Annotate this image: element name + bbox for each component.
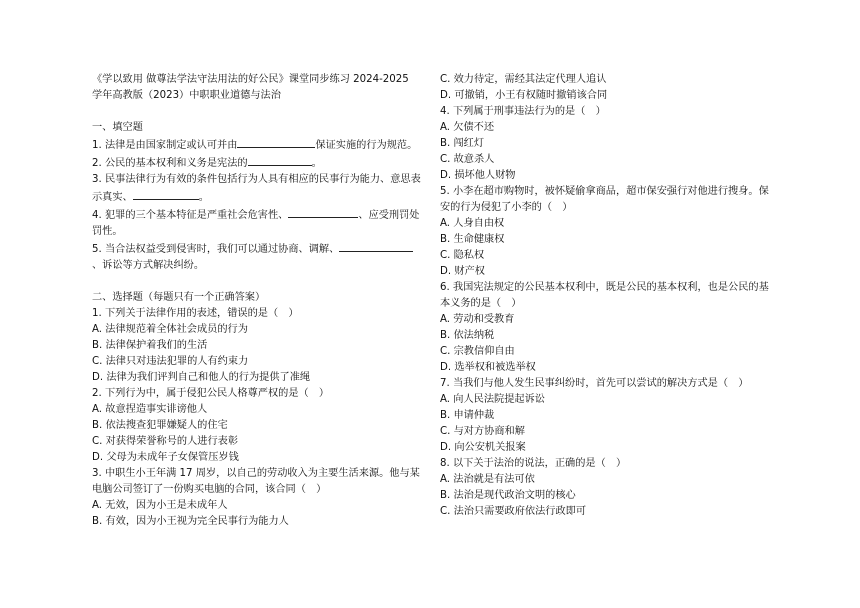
- question-stem: 3. 中职生小王年满 17 周岁，以自己的劳动收入为主要生活来源。他与某电脑公司签订了一份购买电脑的合同，该合同（ ）: [92, 468, 420, 495]
- option-a: A. 无效，因为小王是未成年人: [92, 500, 228, 511]
- option-c: C. 法律只对违法犯罪的人有约束力: [92, 356, 249, 367]
- question-stem: 4. 下列属于刑事违法行为的是（ ）: [440, 106, 606, 117]
- option-b: B. 依法纳税: [440, 330, 495, 341]
- question-stem: 5. 小李在超市购物时，被怀疑偷拿商品，超市保安强行对他进行搜身。保安的行为侵犯了小李的（ ）: [440, 186, 769, 213]
- choice-question-2: [92, 386, 422, 466]
- answer-blank[interactable]: [339, 240, 413, 252]
- option-d: D. 向公安机关报案: [440, 442, 526, 453]
- option-c: C. 宗教信仰自由: [440, 346, 515, 357]
- section-multiple-choice: [92, 290, 422, 530]
- left-column: [92, 72, 422, 530]
- fill-question-3: 3. 民事法律行为有效的条件包括行为人具有相应的民事行为能力、意思表示真实、 。: [92, 174, 421, 203]
- option-b: B. 闯红灯: [440, 138, 485, 149]
- document-title: [92, 72, 422, 104]
- option-d: D. 财产权: [440, 266, 485, 277]
- answer-blank[interactable]: [133, 188, 199, 200]
- right-column: [440, 72, 772, 520]
- question-stem: 1. 下列关于法律作用的表述，错误的是（ ）: [92, 308, 299, 319]
- answer-blank[interactable]: [288, 206, 358, 218]
- option-a: A. 法律规范着全体社会成员的行为: [92, 324, 248, 335]
- answer-blank[interactable]: [248, 154, 312, 166]
- answer-blank[interactable]: [237, 136, 315, 148]
- option-d: D. 可撤销，小王有权随时撤销该合同: [440, 90, 608, 101]
- question-stem: 8. 以下关于法治的说法，正确的是（ ）: [440, 458, 627, 469]
- fill-question-5: 5. 当合法权益受到侵害时，我们可以通过协商、调解、、诉讼等方式解决纠纷。: [92, 240, 422, 274]
- section-heading: 一、填空题: [92, 122, 143, 133]
- option-a: A. 故意捏造事实诽谤他人: [92, 404, 208, 415]
- choice-question-3: [92, 466, 422, 530]
- fill-question-2: 2. 公民的基本权利和义务是宪法的 。: [92, 154, 422, 172]
- option-b: B. 法律保护着我们的生活: [92, 340, 208, 351]
- question-stem: 7. 当我们与他人发生民事纠纷时，首先可以尝试的解决方式是（ ）: [440, 378, 749, 389]
- choice-question-7: [440, 376, 772, 456]
- title-line-1: 《学以致用 做尊法学法守法用法的好公民》课堂同步练习 2024-2025: [92, 74, 409, 85]
- option-d: D. 选举权和被选举权: [440, 362, 536, 373]
- choice-question-6: [440, 280, 772, 376]
- choice-question-8: [440, 456, 772, 520]
- option-b: B. 申请仲裁: [440, 410, 495, 421]
- section-fill-blank: [92, 120, 422, 274]
- choice-question-4: [440, 104, 772, 184]
- option-d: D. 损坏他人财物: [440, 170, 516, 181]
- choice-question-5: [440, 184, 772, 280]
- option-d: D. 父母为未成年子女保管压岁钱: [92, 452, 239, 463]
- option-a: A. 人身自由权: [440, 218, 505, 229]
- option-d: D. 法律为我们评判自己和他人的行为提供了准绳: [92, 372, 311, 383]
- option-b: B. 依法搜查犯罪嫌疑人的住宅: [92, 420, 228, 431]
- choice-question-1: [92, 306, 422, 386]
- option-a: A. 劳动和受教育: [440, 314, 515, 325]
- option-c: C. 与对方协商和解: [440, 426, 525, 437]
- option-c: C. 法治只需要政府依法行政即可: [440, 506, 587, 517]
- section-heading: 二、选择题（每题只有一个正确答案）: [92, 292, 266, 303]
- option-c: C. 效力待定，需经其法定代理人追认: [440, 74, 607, 85]
- question-stem: 6. 我国宪法规定的公民基本权利中，既是公民的基本权利，也是公民的基本义务的是（ ）: [440, 282, 769, 309]
- option-b: B. 生命健康权: [440, 234, 505, 245]
- question-stem: 2. 下列行为中，属于侵犯公民人格尊严权的是（ ）: [92, 388, 330, 399]
- option-c: C. 隐私权: [440, 250, 485, 261]
- option-a: A. 法治就是有法可依: [440, 474, 535, 485]
- fill-question-4: 4. 犯罪的三个基本特征是严重社会危害性、 、应受刑罚处罚性。: [92, 206, 422, 240]
- option-b: B. 有效，因为小王视为完全民事行为能力人: [92, 516, 289, 527]
- title-line-2: 学年高教版（2023）中职职业道德与法治: [92, 90, 281, 101]
- option-b: B. 法治是现代政治文明的核心: [440, 490, 576, 501]
- fill-question-1: 1. 法律是由国家制定或认可并由 保证实施的行为规范。: [92, 136, 422, 154]
- option-c: C. 故意杀人: [440, 154, 495, 165]
- option-c: C. 对获得荣誉称号的人进行表彰: [92, 436, 239, 447]
- option-a: A. 欠债不还: [440, 122, 495, 133]
- option-a: A. 向人民法院提起诉讼: [440, 394, 545, 405]
